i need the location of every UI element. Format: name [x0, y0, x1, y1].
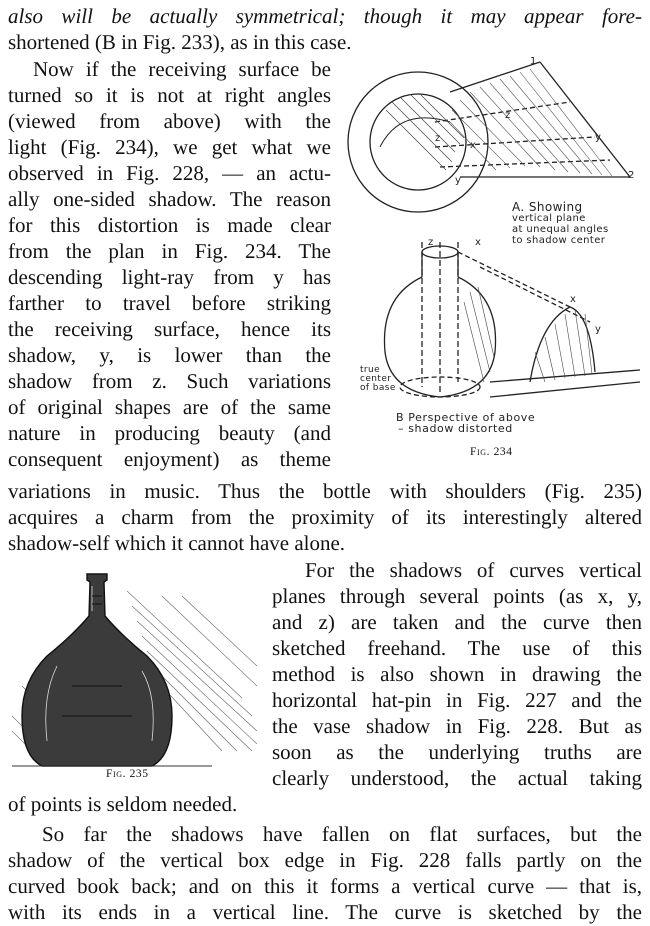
fig234-letter: x: [475, 237, 482, 248]
text-line: sketched freehand. The use of this: [272, 636, 642, 660]
text-line: also will be actually symmetrical; though it may appear fore-: [8, 4, 642, 28]
label-b-line: – shadow distorted: [398, 422, 513, 435]
label-b-line: B Perspective of above: [396, 411, 536, 424]
text-line: and z) are taken and the curve then: [272, 610, 642, 634]
fig234-letter: x: [470, 140, 477, 151]
text-line: shadow from z. Such variations: [8, 369, 331, 393]
fig234-label-a: [512, 202, 609, 246]
text-line: the receiving surface, hence its: [8, 317, 331, 341]
fig234-letter: z: [435, 133, 441, 144]
text-line: clearly understood, the actual taking: [272, 766, 642, 790]
label-a-line: A. Showing: [512, 200, 583, 214]
text-line: the vase shadow in Fig. 228. But as: [272, 714, 642, 738]
fig234-letter: 1: [530, 56, 537, 67]
label-a-line: vertical plane: [512, 213, 586, 224]
true-center-line: true: [360, 365, 381, 375]
text-line: shadow-self which it cannot have alone.: [8, 531, 346, 555]
text-line: method is also shown in drawing the: [272, 662, 642, 686]
fig234-letter: y: [455, 175, 462, 186]
text-line: of original shapes are of the same: [8, 395, 331, 419]
fig234-letter: z: [428, 237, 434, 248]
text-line: for this distortion is made clear: [8, 213, 331, 237]
text-line: descending light-ray from y has: [8, 265, 331, 289]
text-line: soon as the underlying truths are: [272, 740, 642, 764]
text-line: with its ends in a vertical line. The curve is sketched by the: [8, 900, 642, 924]
text-line: acquires a charm from the proximity of its interestingly altered: [8, 505, 642, 529]
text-line: shadow of the vertical box edge in Fig. 228 falls partly on the: [8, 848, 642, 872]
text-line: shadow, y, is lower than the: [8, 343, 331, 367]
text-line: Now if the receiving surface be: [33, 57, 331, 81]
text-line: planes through several points (as x, y,: [272, 584, 642, 608]
fig234-letter: 2: [628, 170, 635, 181]
text-line: consequent enjoyment) as theme: [8, 447, 331, 471]
figure-235-bottle-illustration: [12, 566, 262, 781]
label-a-line: at unequal angles: [512, 224, 609, 235]
text-line: (viewed from above) with the: [8, 109, 331, 133]
text-line: turned so it is not at right angles: [8, 83, 331, 107]
text-line: light (Fig. 234), we get what we: [8, 135, 331, 159]
text-line: observed in Fig. 228, — an actu-: [8, 161, 331, 185]
fig234-letter: y: [595, 132, 602, 143]
fig234-label-b: [396, 412, 535, 434]
fig234-letter: y: [595, 324, 602, 335]
text-line: farther to travel before striking: [8, 291, 331, 315]
fig234-caption: Fig. 234: [470, 446, 513, 458]
text-line: of points is seldom needed.: [8, 792, 238, 816]
text-line: from the plan in Fig. 234. The: [8, 239, 331, 263]
text-line: nature in producing beauty (and: [8, 421, 331, 445]
fig234-letter: x: [570, 294, 577, 305]
fig234-true-center: [360, 366, 396, 393]
text-line: For the shadows of curves vertical: [305, 558, 642, 582]
text-line: variations in music. Thus the bottle with shoulders (Fig. 235): [8, 479, 642, 503]
fig235-caption: Fig. 235: [106, 768, 149, 780]
label-a-line: to shadow center: [512, 235, 606, 246]
text-line: curved book back; and on this it forms a vertical curve — that is,: [8, 874, 642, 898]
true-center-line: of base: [360, 383, 396, 393]
text-line: ally one-sided shadow. The reason: [8, 187, 331, 211]
text-line: So far the shadows have fallen on flat surfaces, but the: [42, 822, 642, 846]
text-line: shortened (B in Fig. 233), as in this case.: [8, 30, 352, 54]
true-center-line: center: [360, 374, 392, 384]
fig234-letter: z: [505, 110, 511, 121]
text-line: horizontal hat-pin in Fig. 227 and the: [272, 688, 642, 712]
